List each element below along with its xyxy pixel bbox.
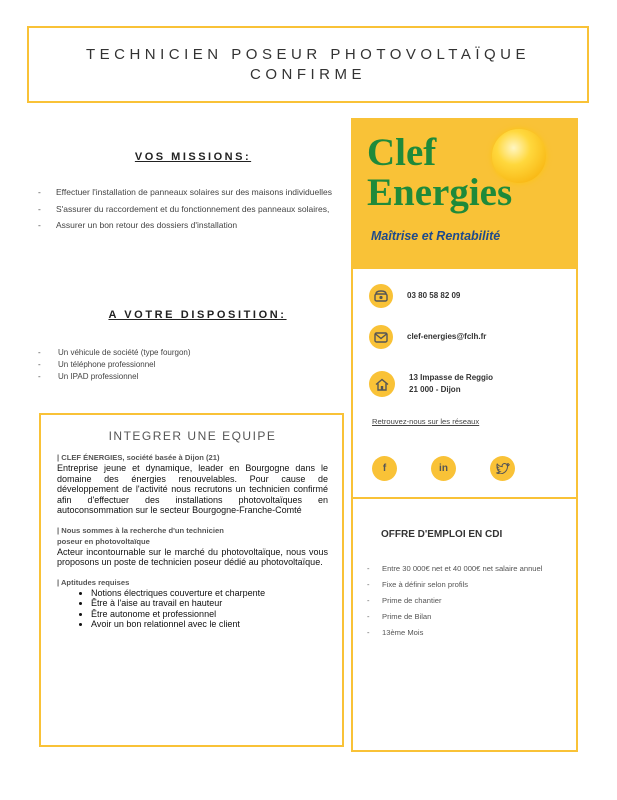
list-item: - S'assurer du raccordement et du fonctionnement des panneaux solaires, [38,204,338,216]
disposition-list [38,347,318,383]
address-line2: 21 000 - Dijon [409,385,461,394]
phone-icon [369,284,393,308]
twitter-icon [490,456,515,481]
contact-phone [369,284,460,308]
list-item: - Effectuer l'installation de panneaux solaires sur des maisons individuelles [38,187,338,199]
social-networks-link[interactable]: Retrouvez-nous sur les réseaux [372,417,480,426]
contact-email [369,325,486,349]
aptitudes-list [57,588,328,630]
offer-list [367,563,566,638]
linkedin-button[interactable] [431,456,456,481]
logo-word-energies: Energies [367,171,513,214]
list-item: • Être à l'aise au travail en hauteur [91,598,328,609]
search-subheading-line2: poseur en photovoltaïque [57,536,150,546]
contact-address [369,371,493,397]
email-icon [369,325,393,349]
list-item: - Un véhicule de société (type fourgon) [38,347,318,359]
logo-word-clef: Clef [367,131,437,174]
job-title-line2: CONFIRME [250,65,366,83]
twitter-button[interactable] [490,456,515,481]
logo-tagline: Maîtrise et Rentabilité [371,229,501,243]
address-line1: 13 Impasse de Reggio [409,373,494,382]
email-address[interactable]: clef-energies@fclh.fr [407,332,487,341]
list-item: - Un IPAD professionnel [38,371,318,383]
list-item: - Prime de chantier [367,595,566,606]
list-item: - Entre 30 000€ net et 40 000€ net salaire annuel [367,563,566,574]
offer-heading: OFFRE D'EMPLOI EN CDI [381,529,503,540]
facebook-button[interactable] [372,456,397,481]
job-title-line1: TECHNICIEN POSEUR PHOTOVOLTAÏQUE [85,45,531,63]
list-item: - Prime de Bilan [367,611,566,622]
missions-list [38,187,338,237]
job-offer-box [351,497,578,752]
company-description: Entreprise jeune et dynamique, leader en Bourgogne dans le domaine des énergies renouvelables. Pour cause de développement de l'activité nous recrutons un technicien confirmé afin d'effectuer des installations photovoltaïques en autoconsommation sur le secteur Bourgogne-Franche-Comté [57,463,328,515]
list-item: • Avoir un bon relationnel avec le client [91,619,328,630]
list-item: • Être autonome et professionnel [91,609,328,620]
aptitudes-subheading: | Aptitudes requises [57,577,130,587]
list-item: - 13ème Mois [367,627,566,638]
phone-number[interactable]: 03 80 58 82 09 [407,291,461,300]
facebook-icon: f [372,456,397,481]
list-item: - Assurer un bon retour des dossiers d'installation [38,220,338,232]
missions-heading: VOS MISSIONS: [134,151,252,163]
search-subheading-line1: | Nous sommes à la recherche d'un technicien [57,525,224,535]
integrer-heading: INTEGRER UNE EQUIPE [108,429,277,443]
company-subheading: | CLEF ÉNERGIES, société basée à Dijon (21) [57,453,220,462]
position-description: Acteur incontournable sur le marché du photovoltaïque, nous vous proposons un poste de technicien poseur dédié au photovoltaïque. [57,546,328,567]
list-item: - Fixe à définir selon profils [367,579,566,590]
home-icon [369,371,395,397]
job-title-box [27,26,589,103]
integrer-equipe-box [39,413,344,747]
list-item: - Un téléphone professionnel [38,359,318,371]
list-item: • Notions électriques couverture et charpente [91,588,328,599]
company-logo [351,118,578,269]
disposition-heading: A VOTRE DISPOSITION: [108,309,287,321]
linkedin-icon: in [431,456,456,481]
